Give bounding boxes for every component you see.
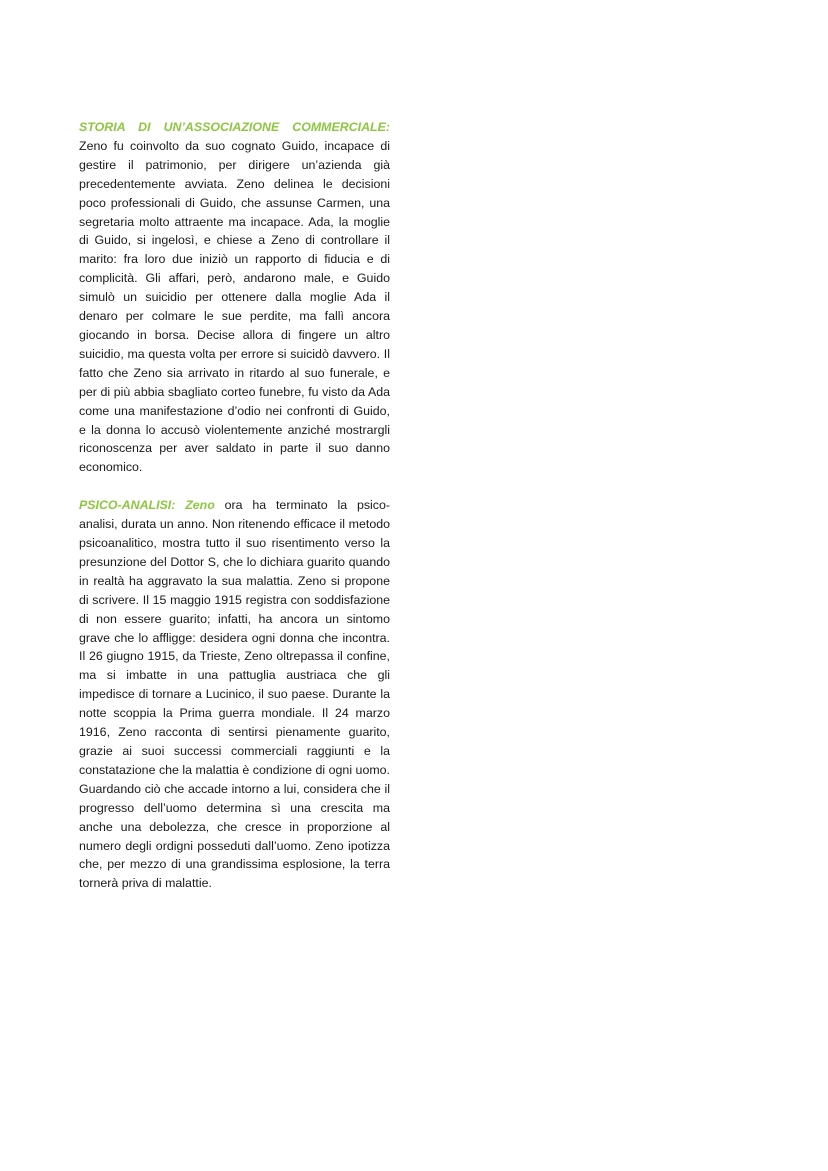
section-heading: STORIA DI UN’ASSOCIAZIONE COMMERCIALE:: [79, 120, 390, 134]
paragraph-body: ora ha terminato la psico-analisi, durata un anno. Non ritenendo efficace il metodo psicoanalitico, mostra tutto il suo risentimento verso la presunzione del Dottor S, che lo dichiara guarito quando in realtà ha aggravato la sua malattia. Zeno si propone di scrivere. Il 15 maggio 1915 registra con soddisfazione di non essere guarito; infatti, ha ancora un sintomo grave che lo affligge: desidera ogni donna che incontra. Il 26 giugno 1915, da Trieste, Zeno oltrepassa il confine, ma si imbatte in una pattuglia austriaca che gli impedisce di tornare a Lucinico, il suo paese. Durante la notte scoppia la Prima guerra mondiale. Il 24 marzo 1916, Zeno racconta di sentirsi pienamente guarito, grazie ai suoi successi commerciali raggiunti e la constatazione che la malattia è condizione di ogni uomo. Guardando ciò che accade intorno a lui, considera che il progresso dell’uomo determina sì una crescita ma anche una debolezza, che cresce in proporzione al numero degli ordigni posseduti dall’uomo. Zeno ipotizza che, per mezzo di una grandissima esplosione, la terra tornerà priva di malattie.: [79, 498, 391, 891]
paragraph-psicoanalisi: [79, 496, 390, 893]
paragraph-storia: [79, 118, 390, 477]
section-heading: PSICO-ANALISI: Zeno: [79, 498, 215, 513]
text-column: [79, 118, 390, 893]
paragraph-body: Zeno fu coinvolto da suo cognato Guido, incapace di gestire il patrimonio, per dirigere un’azienda già precedentemente avviata. Zeno delinea le decisioni poco professionali di Guido, che assunse Carmen, una segretaria molto attraente ma incapace. Ada, la moglie di Guido, si ingelosì, e chiese a Zeno di controllare il marito: fra loro due iniziò un rapporto di fiducia e di complicità. Gli affari, però, andarono male, e Guido simulò un suicidio per ottenere dalla moglie Ada il denaro per colmare le sue perdite, ma fallì ancora giocando in borsa. Decise allora di fingere un altro suicidio, ma questa volta per errore si suicidò davvero. Il fatto che Zeno sia arrivato in ritardo al suo funerale, e per di più abbia sbagliato corteo funebre, fu visto da Ada come una manifestazione d’odio nei confronti di Guido, e la donna lo accusò violentemente anziché mostrargli riconoscenza per aver saldato in parte il suo danno economico.: [79, 138, 390, 475]
